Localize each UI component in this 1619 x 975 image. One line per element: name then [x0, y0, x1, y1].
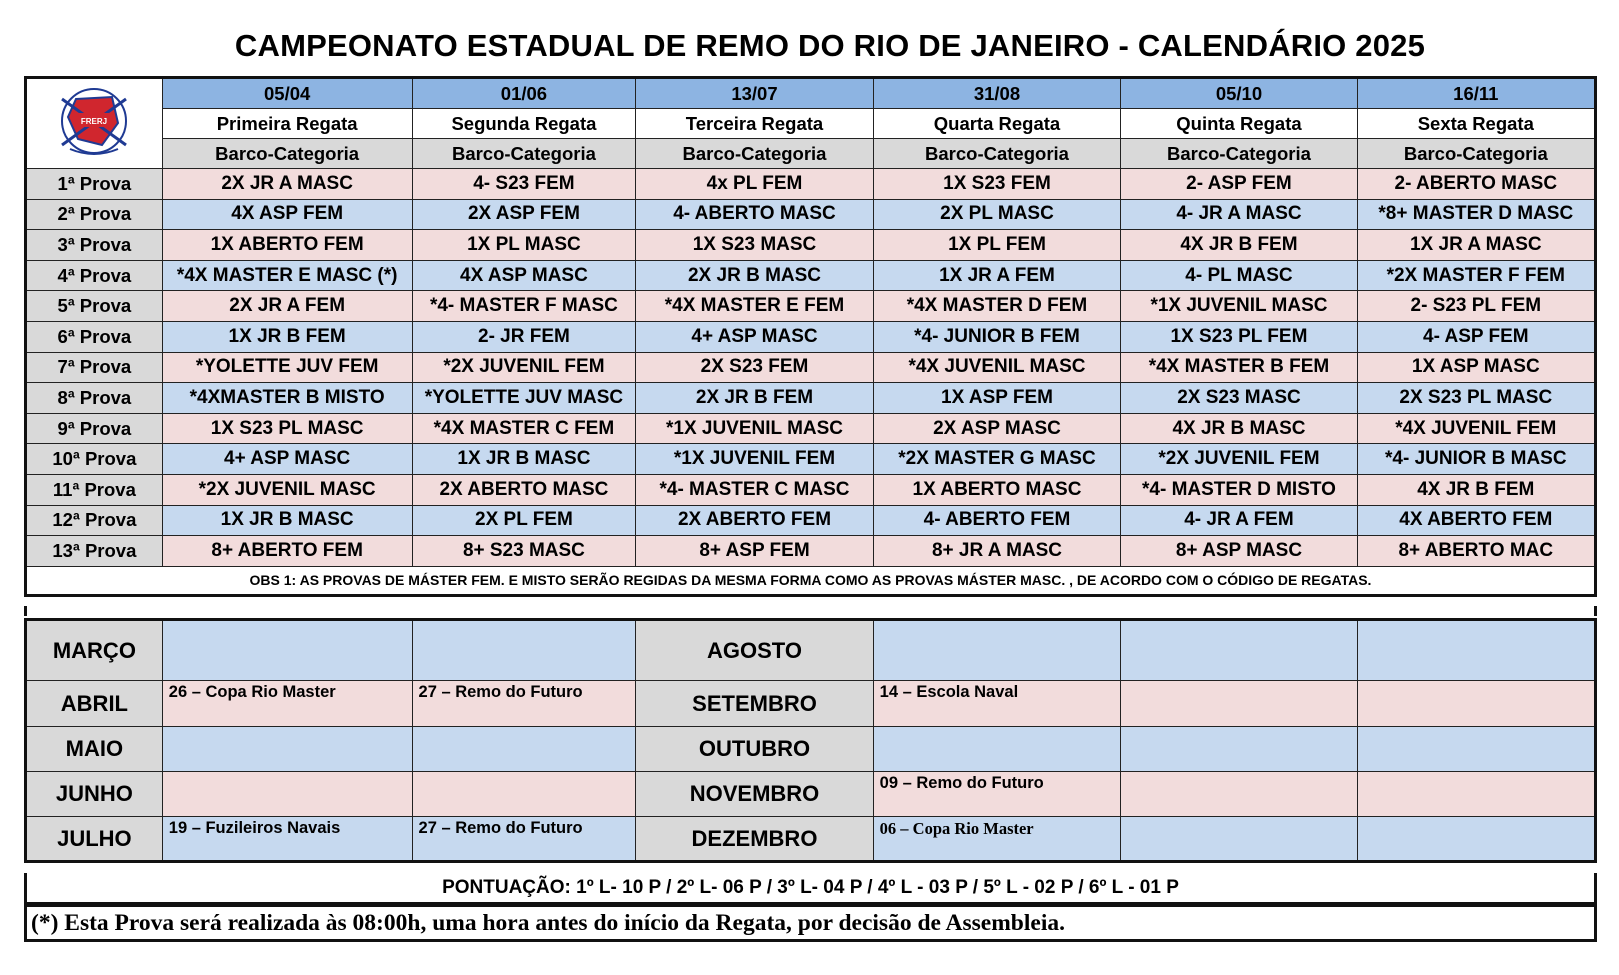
column-subheader: Barco-Categoria: [1121, 139, 1357, 169]
column-subheader: Barco-Categoria: [873, 139, 1121, 169]
race-cell: *4- JUNIOR B MASC: [1357, 444, 1595, 475]
race-cell: 4- ASP FEM: [1357, 321, 1595, 352]
calendar-event: [162, 620, 412, 681]
prova-label: 2ª Prova: [26, 199, 163, 230]
race-cell: 4X ABERTO FEM: [1357, 505, 1595, 536]
prova-row: [26, 444, 1596, 475]
calendar-event: [1121, 727, 1357, 772]
calendar-event: [162, 727, 412, 772]
events-calendar-table: [24, 618, 1597, 863]
race-cell: 1X PL FEM: [873, 230, 1121, 261]
race-cell: 1X S23 MASC: [636, 230, 873, 261]
calendar-event: [1121, 681, 1357, 727]
calendar-event: 19 – Fuzileiros Navais: [162, 817, 412, 862]
race-cell: 1X ASP MASC: [1357, 352, 1595, 383]
calendar-event: [162, 772, 412, 817]
race-cell: 2X JR B MASC: [636, 260, 873, 291]
calendar-event: [1357, 620, 1595, 681]
race-cell: *4- MASTER F MASC: [412, 291, 636, 322]
month-label: OUTUBRO: [636, 727, 873, 772]
race-cell: 1X JR A MASC: [1357, 230, 1595, 261]
calendar-event: [873, 620, 1121, 681]
race-cell: 8+ ABERTO FEM: [162, 536, 412, 567]
race-cell: 4x PL FEM: [636, 169, 873, 200]
race-cell: 1X JR B MASC: [412, 444, 636, 475]
race-cell: *8+ MASTER D MASC: [1357, 199, 1595, 230]
race-cell: 2X PL MASC: [873, 199, 1121, 230]
calendar-row: [26, 772, 1596, 817]
race-cell: 4- S23 FEM: [412, 169, 636, 200]
race-cell: 4+ ASP MASC: [162, 444, 412, 475]
race-cell: *4X MASTER E MASC (*): [162, 260, 412, 291]
regata-date: 05/10: [1121, 78, 1357, 109]
prova-label: 11ª Prova: [26, 474, 163, 505]
calendar-event: [1121, 817, 1357, 862]
race-cell: 2X ASP MASC: [873, 413, 1121, 444]
regata-name: Sexta Regata: [1357, 109, 1595, 139]
scoring-line: PONTUAÇÃO: 1º L- 10 P / 2º L- 06 P / 3º L- 04 P / 4º L - 03 P / 5º L - 02 P / 6º L - 01 P: [24, 873, 1597, 905]
regata-name: Terceira Regata: [636, 109, 873, 139]
prova-row: [26, 352, 1596, 383]
race-cell: *2X MASTER G MASC: [873, 444, 1121, 475]
regata-date: 31/08: [873, 78, 1121, 109]
regata-name: Segunda Regata: [412, 109, 636, 139]
calendar-row: [26, 727, 1596, 772]
prova-label: 12ª Prova: [26, 505, 163, 536]
race-cell: *YOLETTE JUV FEM: [162, 352, 412, 383]
race-cell: 4X JR B FEM: [1121, 230, 1357, 261]
prova-label: 13ª Prova: [26, 536, 163, 567]
calendar-event: [1121, 620, 1357, 681]
race-cell: *4X JUVENIL FEM: [1357, 413, 1595, 444]
prova-row: [26, 169, 1596, 200]
section-spacer: [24, 606, 1597, 616]
calendar-event: [873, 727, 1121, 772]
race-cell: 2- JR FEM: [412, 321, 636, 352]
race-cell: 1X JR A FEM: [873, 260, 1121, 291]
calendar-event: 06 – Copa Rio Master: [873, 817, 1121, 862]
month-label: JUNHO: [26, 772, 163, 817]
race-cell: *1X JUVENIL MASC: [636, 413, 873, 444]
race-cell: 4X ASP MASC: [412, 260, 636, 291]
race-cell: 8+ ASP FEM: [636, 536, 873, 567]
race-cell: *4X MASTER B FEM: [1121, 352, 1357, 383]
prova-label: 1ª Prova: [26, 169, 163, 200]
race-cell: 1X ABERTO FEM: [162, 230, 412, 261]
race-cell: 2X S23 PL MASC: [1357, 383, 1595, 414]
calendar-event: [1121, 772, 1357, 817]
race-cell: 4- ABERTO FEM: [873, 505, 1121, 536]
column-subheader: Barco-Categoria: [636, 139, 873, 169]
race-cell: *4X MASTER C FEM: [412, 413, 636, 444]
regata-name: Primeira Regata: [162, 109, 412, 139]
race-cell: 2X ASP FEM: [412, 199, 636, 230]
race-cell: *4X JUVENIL MASC: [873, 352, 1121, 383]
race-cell: 4- ABERTO MASC: [636, 199, 873, 230]
month-label: MAIO: [26, 727, 163, 772]
prova-row: [26, 413, 1596, 444]
calendar-event: 27 – Remo do Futuro: [412, 817, 636, 862]
calendar-event: [1357, 681, 1595, 727]
month-label: SETEMBRO: [636, 681, 873, 727]
race-cell: 1X S23 PL MASC: [162, 413, 412, 444]
calendar-event: 26 – Copa Rio Master: [162, 681, 412, 727]
race-cell: 1X S23 FEM: [873, 169, 1121, 200]
month-label: JULHO: [26, 817, 163, 862]
race-cell: 2X JR B FEM: [636, 383, 873, 414]
calendar-row: [26, 681, 1596, 727]
prova-row: [26, 230, 1596, 261]
footnote: (*) Esta Prova será realizada às 08:00h, uma hora antes do início da Regata, por decisão de Assembleia.: [24, 905, 1597, 942]
race-cell: *4X MASTER E FEM: [636, 291, 873, 322]
race-schedule-table: [24, 76, 1597, 597]
race-cell: 8+ S23 MASC: [412, 536, 636, 567]
race-cell: *2X JUVENIL MASC: [162, 474, 412, 505]
race-cell: 2X PL FEM: [412, 505, 636, 536]
race-cell: *4- MASTER C MASC: [636, 474, 873, 505]
prova-label: 10ª Prova: [26, 444, 163, 475]
regata-date: 01/06: [412, 78, 636, 109]
race-cell: 8+ ASP MASC: [1121, 536, 1357, 567]
prova-row: [26, 536, 1596, 567]
frerj-logo-icon: [52, 79, 136, 163]
race-cell: *4- JUNIOR B FEM: [873, 321, 1121, 352]
calendar-event: 09 – Remo do Futuro: [873, 772, 1121, 817]
calendar-row: [26, 620, 1596, 681]
prova-row: [26, 474, 1596, 505]
regata-name: Quarta Regata: [873, 109, 1121, 139]
race-cell: 1X ASP FEM: [873, 383, 1121, 414]
logo-text: FRERJ: [81, 117, 108, 126]
calendar-event: [412, 620, 636, 681]
calendar-event: [412, 772, 636, 817]
regata-date: 16/11: [1357, 78, 1595, 109]
race-cell: *4X MASTER D FEM: [873, 291, 1121, 322]
regata-date: 13/07: [636, 78, 873, 109]
month-label: NOVEMBRO: [636, 772, 873, 817]
calendar-event: [1357, 817, 1595, 862]
month-label: MARÇO: [26, 620, 163, 681]
race-cell: 2- S23 PL FEM: [1357, 291, 1595, 322]
race-cell: *YOLETTE JUV MASC: [412, 383, 636, 414]
regata-date: 05/04: [162, 78, 412, 109]
prova-label: 7ª Prova: [26, 352, 163, 383]
prova-label: 8ª Prova: [26, 383, 163, 414]
calendar-event: [1357, 772, 1595, 817]
race-cell: 1X S23 PL FEM: [1121, 321, 1357, 352]
race-cell: *2X JUVENIL FEM: [412, 352, 636, 383]
race-cell: 4X JR B FEM: [1357, 474, 1595, 505]
calendar-event: [1357, 727, 1595, 772]
prova-row: [26, 199, 1596, 230]
calendar-event: [412, 727, 636, 772]
race-cell: 1X ABERTO MASC: [873, 474, 1121, 505]
prova-row: [26, 505, 1596, 536]
race-cell: 4X JR B MASC: [1121, 413, 1357, 444]
prova-label: 6ª Prova: [26, 321, 163, 352]
race-cell: 2X JR A MASC: [162, 169, 412, 200]
observation-note: OBS 1: AS PROVAS DE MÁSTER FEM. E MISTO SERÃO REGIDAS DA MESMA FORMA COMO AS PROVAS MÁSTER MASC. , DE ACORDO COM O CÓDIGO DE REGATAS.: [26, 566, 1596, 595]
column-subheader: Barco-Categoria: [162, 139, 412, 169]
prova-row: [26, 321, 1596, 352]
race-cell: *2X JUVENIL FEM: [1121, 444, 1357, 475]
regata-name: Quinta Regata: [1121, 109, 1357, 139]
prova-row: [26, 383, 1596, 414]
prova-label: 4ª Prova: [26, 260, 163, 291]
race-cell: 2- ASP FEM: [1121, 169, 1357, 200]
federation-logo: [26, 78, 163, 169]
race-cell: 8+ JR A MASC: [873, 536, 1121, 567]
column-subheader: Barco-Categoria: [412, 139, 636, 169]
race-cell: 8+ ABERTO MAC: [1357, 536, 1595, 567]
race-cell: *4- MASTER D MISTO: [1121, 474, 1357, 505]
race-cell: *2X MASTER F FEM: [1357, 260, 1595, 291]
race-cell: 1X JR B MASC: [162, 505, 412, 536]
race-cell: 2X ABERTO MASC: [412, 474, 636, 505]
prova-row: [26, 260, 1596, 291]
race-cell: 4- PL MASC: [1121, 260, 1357, 291]
column-subheader: Barco-Categoria: [1357, 139, 1595, 169]
prova-label: 3ª Prova: [26, 230, 163, 261]
page-title: CAMPEONATO ESTADUAL DE REMO DO RIO DE JANEIRO - CALENDÁRIO 2025: [234, 28, 1426, 63]
prova-row: [26, 291, 1596, 322]
race-cell: 4+ ASP MASC: [636, 321, 873, 352]
race-cell: 4X ASP FEM: [162, 199, 412, 230]
race-cell: 1X JR B FEM: [162, 321, 412, 352]
race-cell: 2X ABERTO FEM: [636, 505, 873, 536]
race-cell: 4- JR A FEM: [1121, 505, 1357, 536]
month-label: ABRIL: [26, 681, 163, 727]
race-cell: 4- JR A MASC: [1121, 199, 1357, 230]
race-cell: 2X S23 MASC: [1121, 383, 1357, 414]
calendar-event: 14 – Escola Naval: [873, 681, 1121, 727]
calendar-event: 27 – Remo do Futuro: [412, 681, 636, 727]
race-cell: 2X S23 FEM: [636, 352, 873, 383]
month-label: DEZEMBRO: [636, 817, 873, 862]
race-cell: 2- ABERTO MASC: [1357, 169, 1595, 200]
month-label: AGOSTO: [636, 620, 873, 681]
calendar-row: [26, 817, 1596, 862]
race-cell: *1X JUVENIL MASC: [1121, 291, 1357, 322]
race-cell: 1X PL MASC: [412, 230, 636, 261]
prova-label: 5ª Prova: [26, 291, 163, 322]
prova-label: 9ª Prova: [26, 413, 163, 444]
race-cell: *1X JUVENIL FEM: [636, 444, 873, 475]
race-cell: 2X JR A FEM: [162, 291, 412, 322]
race-cell: *4XMASTER B MISTO: [162, 383, 412, 414]
